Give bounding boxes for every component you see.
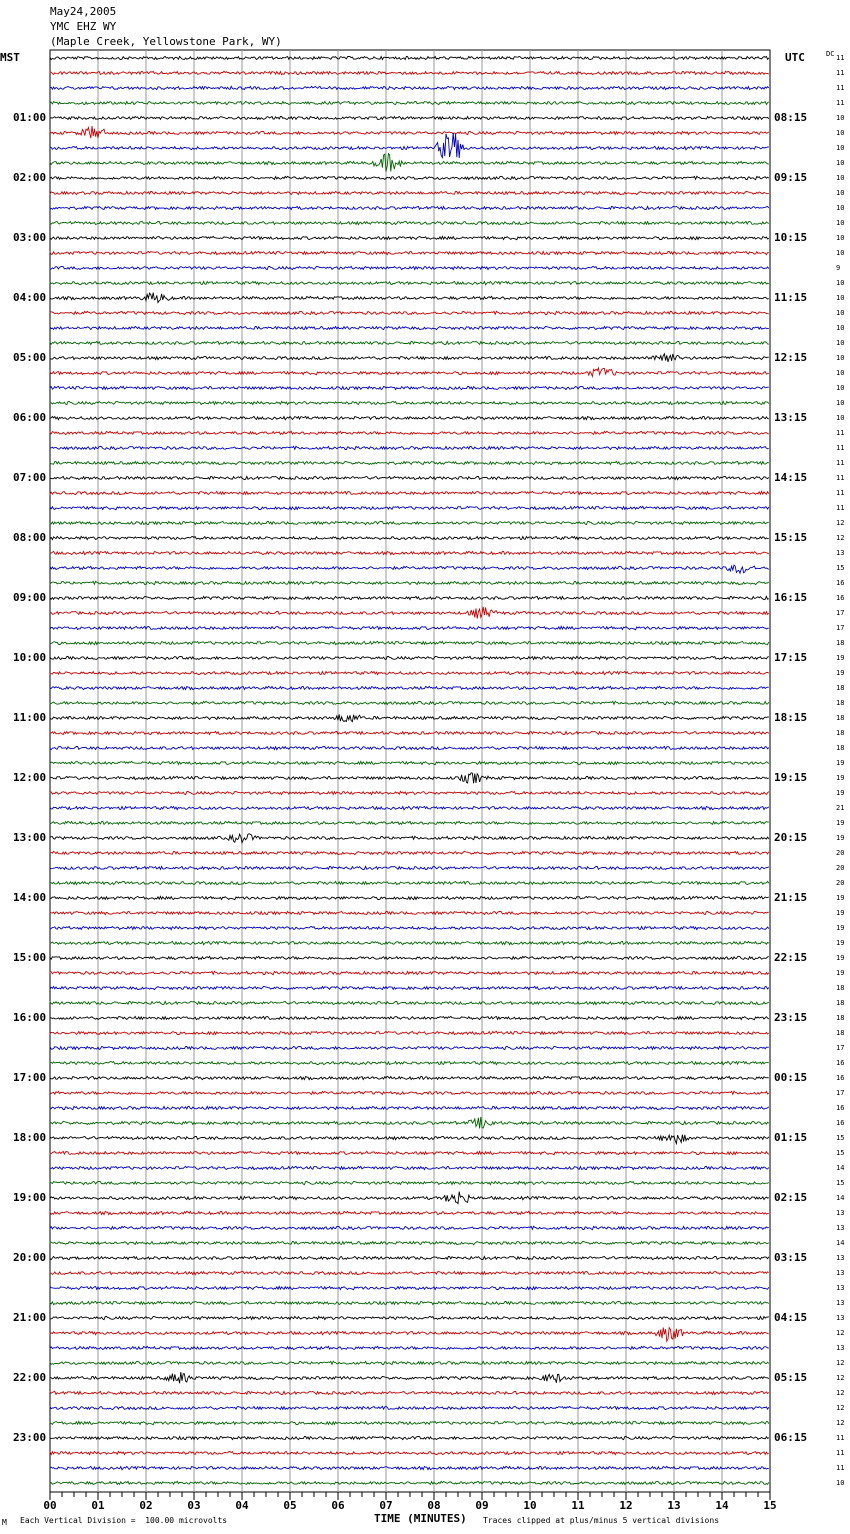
trace-row [50,431,769,434]
dc-offset-value: 13 [836,1209,845,1217]
trace-row [50,293,769,303]
trace-row [50,926,769,929]
x-tick-label: 06 [331,1499,345,1512]
dc-offset-value: 11 [836,504,845,512]
dc-offset-value: 10 [836,279,845,287]
right-hour-label: 23:15 [774,1011,808,1024]
trace-row [50,281,769,284]
dc-offset-value: 19 [836,939,845,947]
dc-offset-value: 10 [836,114,845,122]
trace-row [50,354,769,362]
dc-offset-value: 10 [836,219,845,227]
trace-row [50,671,769,674]
trace-row [50,626,769,629]
trace-row [50,1451,769,1454]
dc-offset-value: 13 [836,1344,845,1352]
dc-offset-value: 14 [836,1164,845,1172]
trace-row [50,176,769,179]
trace-row [50,311,769,314]
left-hour-label: 12:00 [13,771,47,784]
left-hour-label: 21:00 [13,1311,47,1324]
dc-offset-value: 10 [836,234,845,242]
trace-row [50,326,769,329]
right-hour-label: 00:15 [774,1071,808,1084]
x-tick-label: 08 [427,1499,441,1512]
dc-offset-value: 13 [836,1269,845,1277]
left-hour-label: 14:00 [13,891,47,904]
right-hour-label: 04:15 [774,1311,808,1324]
trace-row [50,386,769,389]
dc-offset-value: 21 [836,804,845,812]
dc-offset-value: 13 [836,549,845,557]
trace-row [50,773,769,784]
trace-row [50,806,769,809]
trace-row [50,834,769,843]
trace-row [50,881,769,884]
trace-row [50,1031,769,1034]
dc-offset-value: 18 [836,714,845,722]
x-tick-label: 07 [379,1499,393,1512]
trace-row [50,1241,769,1244]
left-hour-label: 16:00 [13,1011,47,1024]
x-tick-label: 10 [523,1499,537,1512]
trace-row [50,461,769,464]
x-tick-label: 09 [475,1499,489,1512]
dc-offset-value: 11 [836,84,845,92]
dc-offset-value: 14 [836,1239,845,1247]
dc-offset-value: 12 [836,1329,845,1337]
left-hour-label: 06:00 [13,411,47,424]
right-hour-label: 18:15 [774,711,808,724]
trace-row [50,101,769,104]
dc-offset-value: 11 [836,69,845,77]
x-tick-label: 12 [619,1499,633,1512]
trace-row [50,1117,769,1129]
right-hour-label: 20:15 [774,831,808,844]
left-hour-label: 01:00 [13,111,47,124]
dc-offset-value: 12 [836,519,845,527]
trace-row [50,236,769,239]
dc-offset-value: 18 [836,729,845,737]
dc-offset-value: 18 [836,699,845,707]
dc-offset-value: 10 [836,174,845,182]
right-hour-label: 16:15 [774,591,808,604]
dc-offset-value: 10 [836,129,845,137]
dc-offset-value: 10 [836,324,845,332]
trace-row [50,1256,769,1259]
dc-offset-value: 16 [836,1074,845,1082]
dc-offset-value: 20 [836,864,845,872]
trace-row [50,1016,769,1019]
trace-row [50,656,769,659]
trace-row [50,266,769,269]
dc-offset-value: 19 [836,669,845,677]
dc-offset-value: 16 [836,1119,845,1127]
right-hour-label: 22:15 [774,951,808,964]
x-tick-label: 11 [571,1499,585,1512]
footer-scale-note: Each Vertical Division = 100.00 microvolts [20,1516,228,1525]
trace-row [50,715,769,722]
trace-row [50,536,769,539]
left-hour-label: 22:00 [13,1371,47,1384]
trace-row [50,154,769,172]
dc-offset-value: 18 [836,684,845,692]
trace-row [50,446,769,449]
trace-row [50,1361,769,1364]
x-tick-label: 14 [715,1499,729,1512]
dc-offset-value: 18 [836,984,845,992]
dc-offset-value: 10 [836,204,845,212]
footer-clip-note: Traces clipped at plus/minus 5 vertical divisions [483,1516,720,1525]
trace-row [50,607,769,619]
trace-row [50,1372,769,1383]
dc-offset-value: 19 [836,954,845,962]
trace-row [50,851,769,854]
right-hour-label: 21:15 [774,891,808,904]
right-timezone-label: UTC [785,51,805,64]
x-tick-label: 15 [763,1499,777,1512]
trace-row [50,565,769,573]
dc-offset-value: 16 [836,1104,845,1112]
left-hour-label: 18:00 [13,1131,47,1144]
trace-row [50,1286,769,1289]
x-tick-label: 13 [667,1499,681,1512]
dc-offset-value: 11 [836,444,845,452]
left-hour-label: 13:00 [13,831,47,844]
dc-offset-value: 12 [836,1419,845,1427]
dc-offset-value: 13 [836,1299,845,1307]
dc-offset-value: 13 [836,1284,845,1292]
dc-offset-value: 18 [836,1014,845,1022]
trace-row [50,341,769,344]
footer-corner-mark: M [2,1518,7,1527]
trace-row [50,1328,769,1342]
trace-row [50,133,769,158]
trace-row [50,986,769,989]
left-hour-label: 19:00 [13,1191,47,1204]
dc-offset-value: 19 [836,759,845,767]
dc-offset-value: 11 [836,99,845,107]
dc-offset-value: 17 [836,1044,845,1052]
dc-offset-value: 11 [836,1464,845,1472]
dc-offset-value: 10 [836,339,845,347]
left-hour-label: 23:00 [13,1431,47,1444]
left-hour-label: 05:00 [13,351,47,364]
dc-label: DC [826,50,835,58]
dc-offset-value: 10 [836,384,845,392]
left-hour-label: 15:00 [13,951,47,964]
trace-row [50,251,769,254]
trace-row [50,551,769,554]
dc-offset-value: 19 [836,789,845,797]
dc-offset-value: 10 [836,249,845,257]
dc-offset-value: 16 [836,1059,845,1067]
dc-offset-value: 19 [836,834,845,842]
dc-offset-value: 11 [836,1449,845,1457]
trace-row [50,731,769,734]
dc-offset-value: 10 [836,159,845,167]
trace-row [50,596,769,599]
trace-row [50,1421,769,1424]
x-tick-label: 02 [139,1499,153,1512]
dc-offset-value: 15 [836,564,845,572]
right-hour-label: 14:15 [774,471,808,484]
dc-offset-value: 18 [836,639,845,647]
trace-row [50,1106,769,1109]
dc-offset-value: 13 [836,1314,845,1322]
left-hour-label: 07:00 [13,471,47,484]
trace-row [50,1192,769,1204]
dc-offset-value: 19 [836,819,845,827]
dc-offset-value: 9 [836,264,841,272]
trace-row [50,368,769,377]
dc-offset-value: 16 [836,579,845,587]
header-date: May24,2005 [50,5,117,18]
dc-offset-value: 19 [836,654,845,662]
dc-offset-value: 12 [836,1389,845,1397]
trace-row [50,821,769,824]
dc-offset-value: 15 [836,1134,845,1142]
trace-row [50,791,769,794]
trace-row [50,1061,769,1064]
trace-row [50,521,769,524]
dc-offset-value: 19 [836,969,845,977]
left-hour-label: 03:00 [13,231,47,244]
trace-row [50,191,769,194]
dc-offset-value: 20 [836,879,845,887]
trace-row [50,1181,769,1184]
right-hour-label: 17:15 [774,651,808,664]
trace-row [50,71,769,74]
trace-row [50,761,769,764]
right-hour-label: 01:15 [774,1131,808,1144]
dc-offset-value: 17 [836,1089,845,1097]
left-hour-label: 11:00 [13,711,47,724]
dc-offset-value: 18 [836,999,845,1007]
left-timezone-label: MST [0,51,20,64]
trace-row [50,1046,769,1049]
dc-offset-value: 10 [836,369,845,377]
trace-row [50,686,769,689]
trace-row [50,56,769,59]
x-axis-title: TIME (MINUTES) [374,1512,467,1525]
x-tick-label: 04 [235,1499,249,1512]
trace-row [50,1406,769,1409]
right-hour-label: 05:15 [774,1371,808,1384]
trace-row [50,1091,769,1094]
dc-offset-value: 19 [836,909,845,917]
trace-row [50,1301,769,1304]
dc-offset-value: 13 [836,1254,845,1262]
trace-row [50,1166,769,1169]
dc-offset-value: 11 [836,474,845,482]
left-hour-label: 04:00 [13,291,47,304]
dc-offset-value: 10 [836,354,845,362]
right-hour-label: 19:15 [774,771,808,784]
trace-row [50,747,769,750]
trace-row [50,1211,769,1214]
dc-offset-value: 16 [836,594,845,602]
dc-offset-value: 12 [836,1359,845,1367]
dc-offset-value: 10 [836,399,845,407]
dc-offset-value: 11 [836,429,845,437]
dc-offset-value: 11 [836,459,845,467]
trace-row [50,1481,769,1484]
trace-row [50,911,769,914]
header-location: (Maple Creek, Yellowstone Park, WY) [50,35,282,48]
right-hour-label: 08:15 [774,111,808,124]
left-hour-label: 10:00 [13,651,47,664]
trace-row [50,1316,769,1319]
dc-offset-value: 10 [836,144,845,152]
trace-row [50,416,769,419]
header-station: YMC EHZ WY [50,20,117,33]
trace-row [50,222,769,225]
trace-row [50,956,769,959]
trace-row [50,506,769,509]
trace-row [50,206,769,209]
dc-offset-value: 11 [836,1434,845,1442]
trace-row [50,1151,769,1154]
left-hour-label: 17:00 [13,1071,47,1084]
trace-row [50,1391,769,1394]
dc-offset-value: 13 [836,1224,845,1232]
trace-row [50,1226,769,1229]
dc-offset-value: 10 [836,294,845,302]
left-hour-label: 20:00 [13,1251,47,1264]
right-hour-label: 12:15 [774,351,808,364]
dc-offset-value: 14 [836,1194,845,1202]
dc-offset-value: 12 [836,1374,845,1382]
trace-row [50,1076,769,1079]
trace-row [50,971,769,974]
trace-row [50,1466,769,1469]
dc-offset-value: 10 [836,309,845,317]
right-hour-label: 06:15 [774,1431,808,1444]
dc-offset-value: 11 [836,489,845,497]
dc-offset-value: 18 [836,1029,845,1037]
dc-offset-value: 17 [836,624,845,632]
dc-offset-value: 19 [836,924,845,932]
right-hour-label: 15:15 [774,531,808,544]
x-tick-label: 01 [91,1499,105,1512]
right-hour-label: 09:15 [774,171,808,184]
left-hour-label: 08:00 [13,531,47,544]
x-tick-label: 03 [187,1499,201,1512]
dc-offset-value: 12 [836,1404,845,1412]
trace-row [50,491,769,494]
dc-offset-value: 15 [836,1149,845,1157]
trace-row [50,581,769,584]
dc-offset-value: 10 [836,189,845,197]
trace-row [50,641,769,644]
left-hour-label: 02:00 [13,171,47,184]
dc-offset-value: 19 [836,774,845,782]
dc-offset-value: 15 [836,1179,845,1187]
dc-offset-value: 11 [836,54,845,62]
left-hour-label: 09:00 [13,591,47,604]
dc-offset-value: 17 [836,609,845,617]
trace-row [50,1001,769,1004]
trace-row [50,117,769,120]
dc-offset-value: 10 [836,414,845,422]
x-tick-label: 00 [43,1499,57,1512]
dc-offset-value: 20 [836,849,845,857]
trace-row [50,401,769,404]
right-hour-label: 11:15 [774,291,808,304]
right-hour-label: 03:15 [774,1251,808,1264]
trace-row [50,86,769,89]
x-tick-label: 05 [283,1499,297,1512]
trace-row [50,941,769,944]
trace-row [50,866,769,869]
right-hour-label: 13:15 [774,411,808,424]
trace-row [50,1346,769,1349]
dc-offset-value: 10 [836,1479,845,1487]
dc-offset-value: 12 [836,534,845,542]
dc-offset-value: 18 [836,744,845,752]
right-hour-label: 02:15 [774,1191,808,1204]
right-hour-label: 10:15 [774,231,808,244]
trace-row [50,1436,769,1439]
trace-row [50,126,769,138]
trace-row [50,701,769,704]
trace-row [50,896,769,899]
dc-offset-value: 19 [836,894,845,902]
trace-row [50,1135,769,1144]
trace-row [50,1272,769,1275]
trace-row [50,476,769,479]
